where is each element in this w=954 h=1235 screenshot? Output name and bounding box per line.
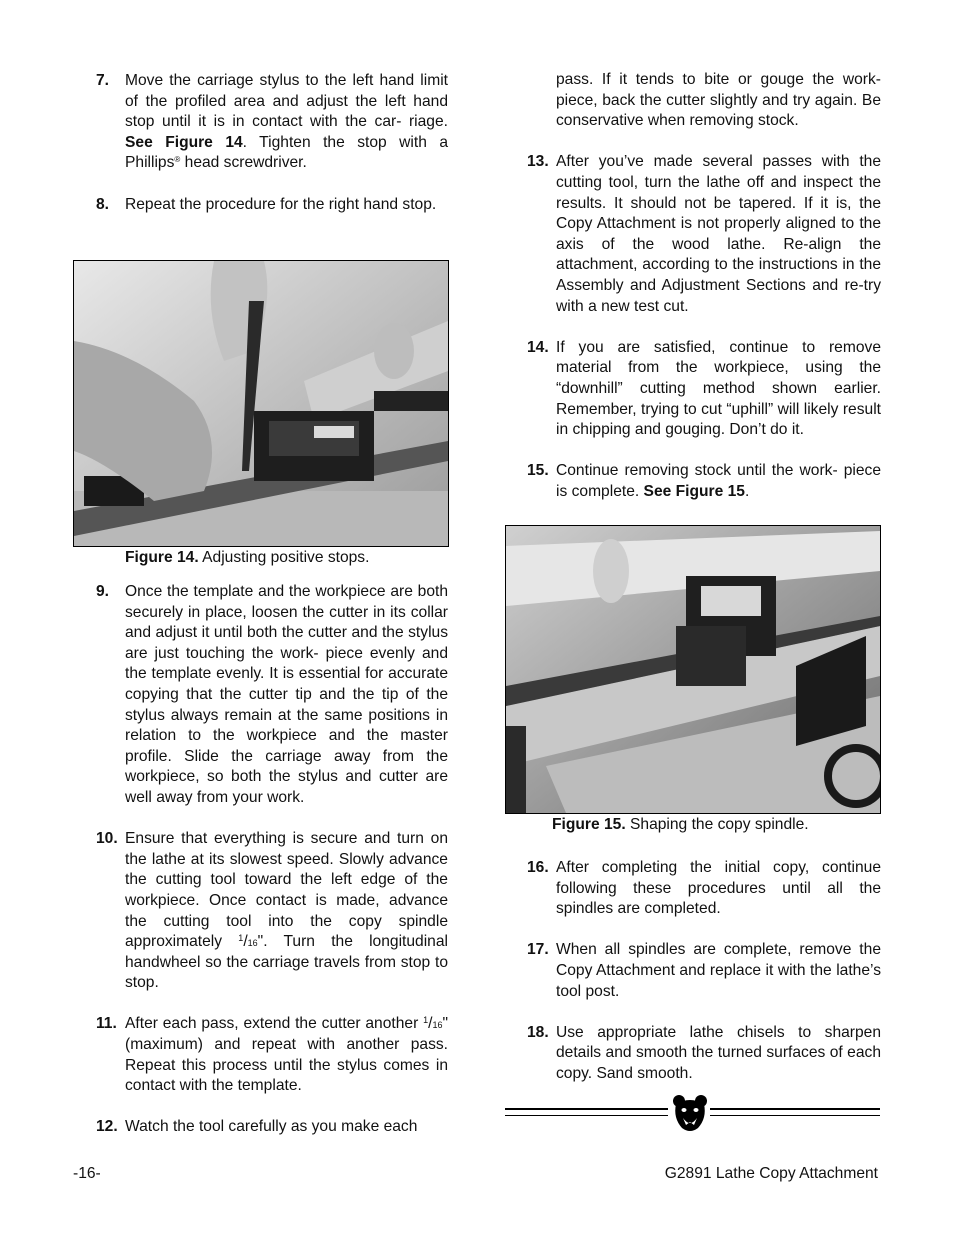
step-12: 12. Watch the tool carefully as you make each xyxy=(96,1117,448,1138)
step-number: 16. xyxy=(527,859,549,876)
right-column-top xyxy=(527,70,881,523)
step-number: 17. xyxy=(527,941,549,959)
right-column-bottom xyxy=(527,858,881,1105)
bear-head-icon xyxy=(672,1094,708,1134)
step-12-continued: pass. If it tends to bite or gouge the work- piece, back the cutter slightly and try again. Be conservative when removing stock. xyxy=(556,71,881,130)
left-column-bottom xyxy=(96,582,448,1159)
step-16: 16. After completing the initial copy, continue following these procedures until all the spindles are completed. xyxy=(527,859,881,918)
step-10: 10. Ensure that everything is secure and turn on the lathe at its slowest speed. Slowly advance the cutting tool toward the left edge of the workpiece. Once contact is made, advance the cutting tool into the copy spindle approximately $^1$/16". Turn the longitudinal handwheel so the carriage travels from stop to stop. xyxy=(96,830,448,992)
step-number: 13. xyxy=(527,153,549,171)
divider-left xyxy=(505,1108,668,1116)
step-13: 13. After you’ve made several passes with the cutting tool, turn the lathe off and inspect the results. It should not be tapered. If it is, the Copy Attachment is not properly aligned to the axis of the wood lathe. Re-align the attachment, according to the instructions in the Assembly and Adjustment Sections and re-try with a new test cut. xyxy=(527,153,881,315)
registered-mark: ® xyxy=(174,155,181,165)
step-17: 17. When all spindles are complete, remove the Copy Attachment and replace it with the lathe’s tool post. xyxy=(527,941,881,1000)
figure-reference: See Figure 15 xyxy=(643,482,745,500)
step-number: 7. xyxy=(96,72,110,89)
step-number: 15. xyxy=(527,462,549,480)
figure-15-photo xyxy=(505,525,881,814)
figure-14-caption: Figure 14. Adjusting positive stops. xyxy=(125,549,370,566)
step-14: 14. If you are satisfied, continue to remove material from the workpiece, using the “downhill” cutting method shown earlier. Remember, trying to cut “uphill” will likely result in chipping and gouging. Don’t do it. xyxy=(527,338,881,439)
step-7: 7. Move the carriage stylus to the left hand limit of the profiled area and adjust the left hand stop until it is in contact with the car- riage. See Figure 14. Tighten the stop with a Phillips® head screwdriver. xyxy=(96,72,449,172)
left-column-top xyxy=(96,71,448,236)
step-number: 8. xyxy=(96,195,110,213)
step-9: 9. Once the template and the workpiece are both securely in place, loosen the cutter in its collar and adjust it until both the cutter and the stylus are just touching the work- piece evenly and the template evenly. It is essential for accurate copying that the cutter tip and the tip of the stylus always remain at the same positions in relation to the workpiece and the master profile. Slide the carriage away from the workpiece, so both the stylus and cutter are well away from your work. xyxy=(96,583,448,806)
step-18: 18. Use appropriate lathe chisels to sharpen details and smooth the turned surfaces of each copy. Sand smooth. xyxy=(527,1023,881,1082)
page-number: -16- xyxy=(73,1165,101,1182)
figure-label: Figure 14. xyxy=(125,549,199,566)
step-number: 9. xyxy=(96,583,110,600)
step-8: 8. Repeat the procedure for the right hand stop. xyxy=(96,195,448,216)
footer-title: G2891 Lathe Copy Attachment xyxy=(664,1165,878,1182)
step-11: 11. After each pass, extend the cutter another $^1$/16" (maximum) and repeat with another pass. Repeat this process until the stylus comes in contact with the template. xyxy=(96,1015,448,1095)
step-number: 12. xyxy=(96,1118,118,1136)
figure-reference: See Figure 14 xyxy=(125,133,243,151)
step-15: 15. Continue removing stock until the work- piece is complete. See Figure 15. xyxy=(527,462,881,500)
figure-14-photo xyxy=(73,260,449,547)
divider-right xyxy=(710,1108,880,1116)
step-number: 11. xyxy=(96,1015,117,1033)
figure-label: Figure 15. xyxy=(552,816,626,833)
step-number: 10. xyxy=(96,830,118,848)
figure-15-caption: Figure 15. Shaping the copy spindle. xyxy=(552,816,809,833)
step-number: 18. xyxy=(527,1023,549,1041)
step-number: 14. xyxy=(527,338,549,356)
